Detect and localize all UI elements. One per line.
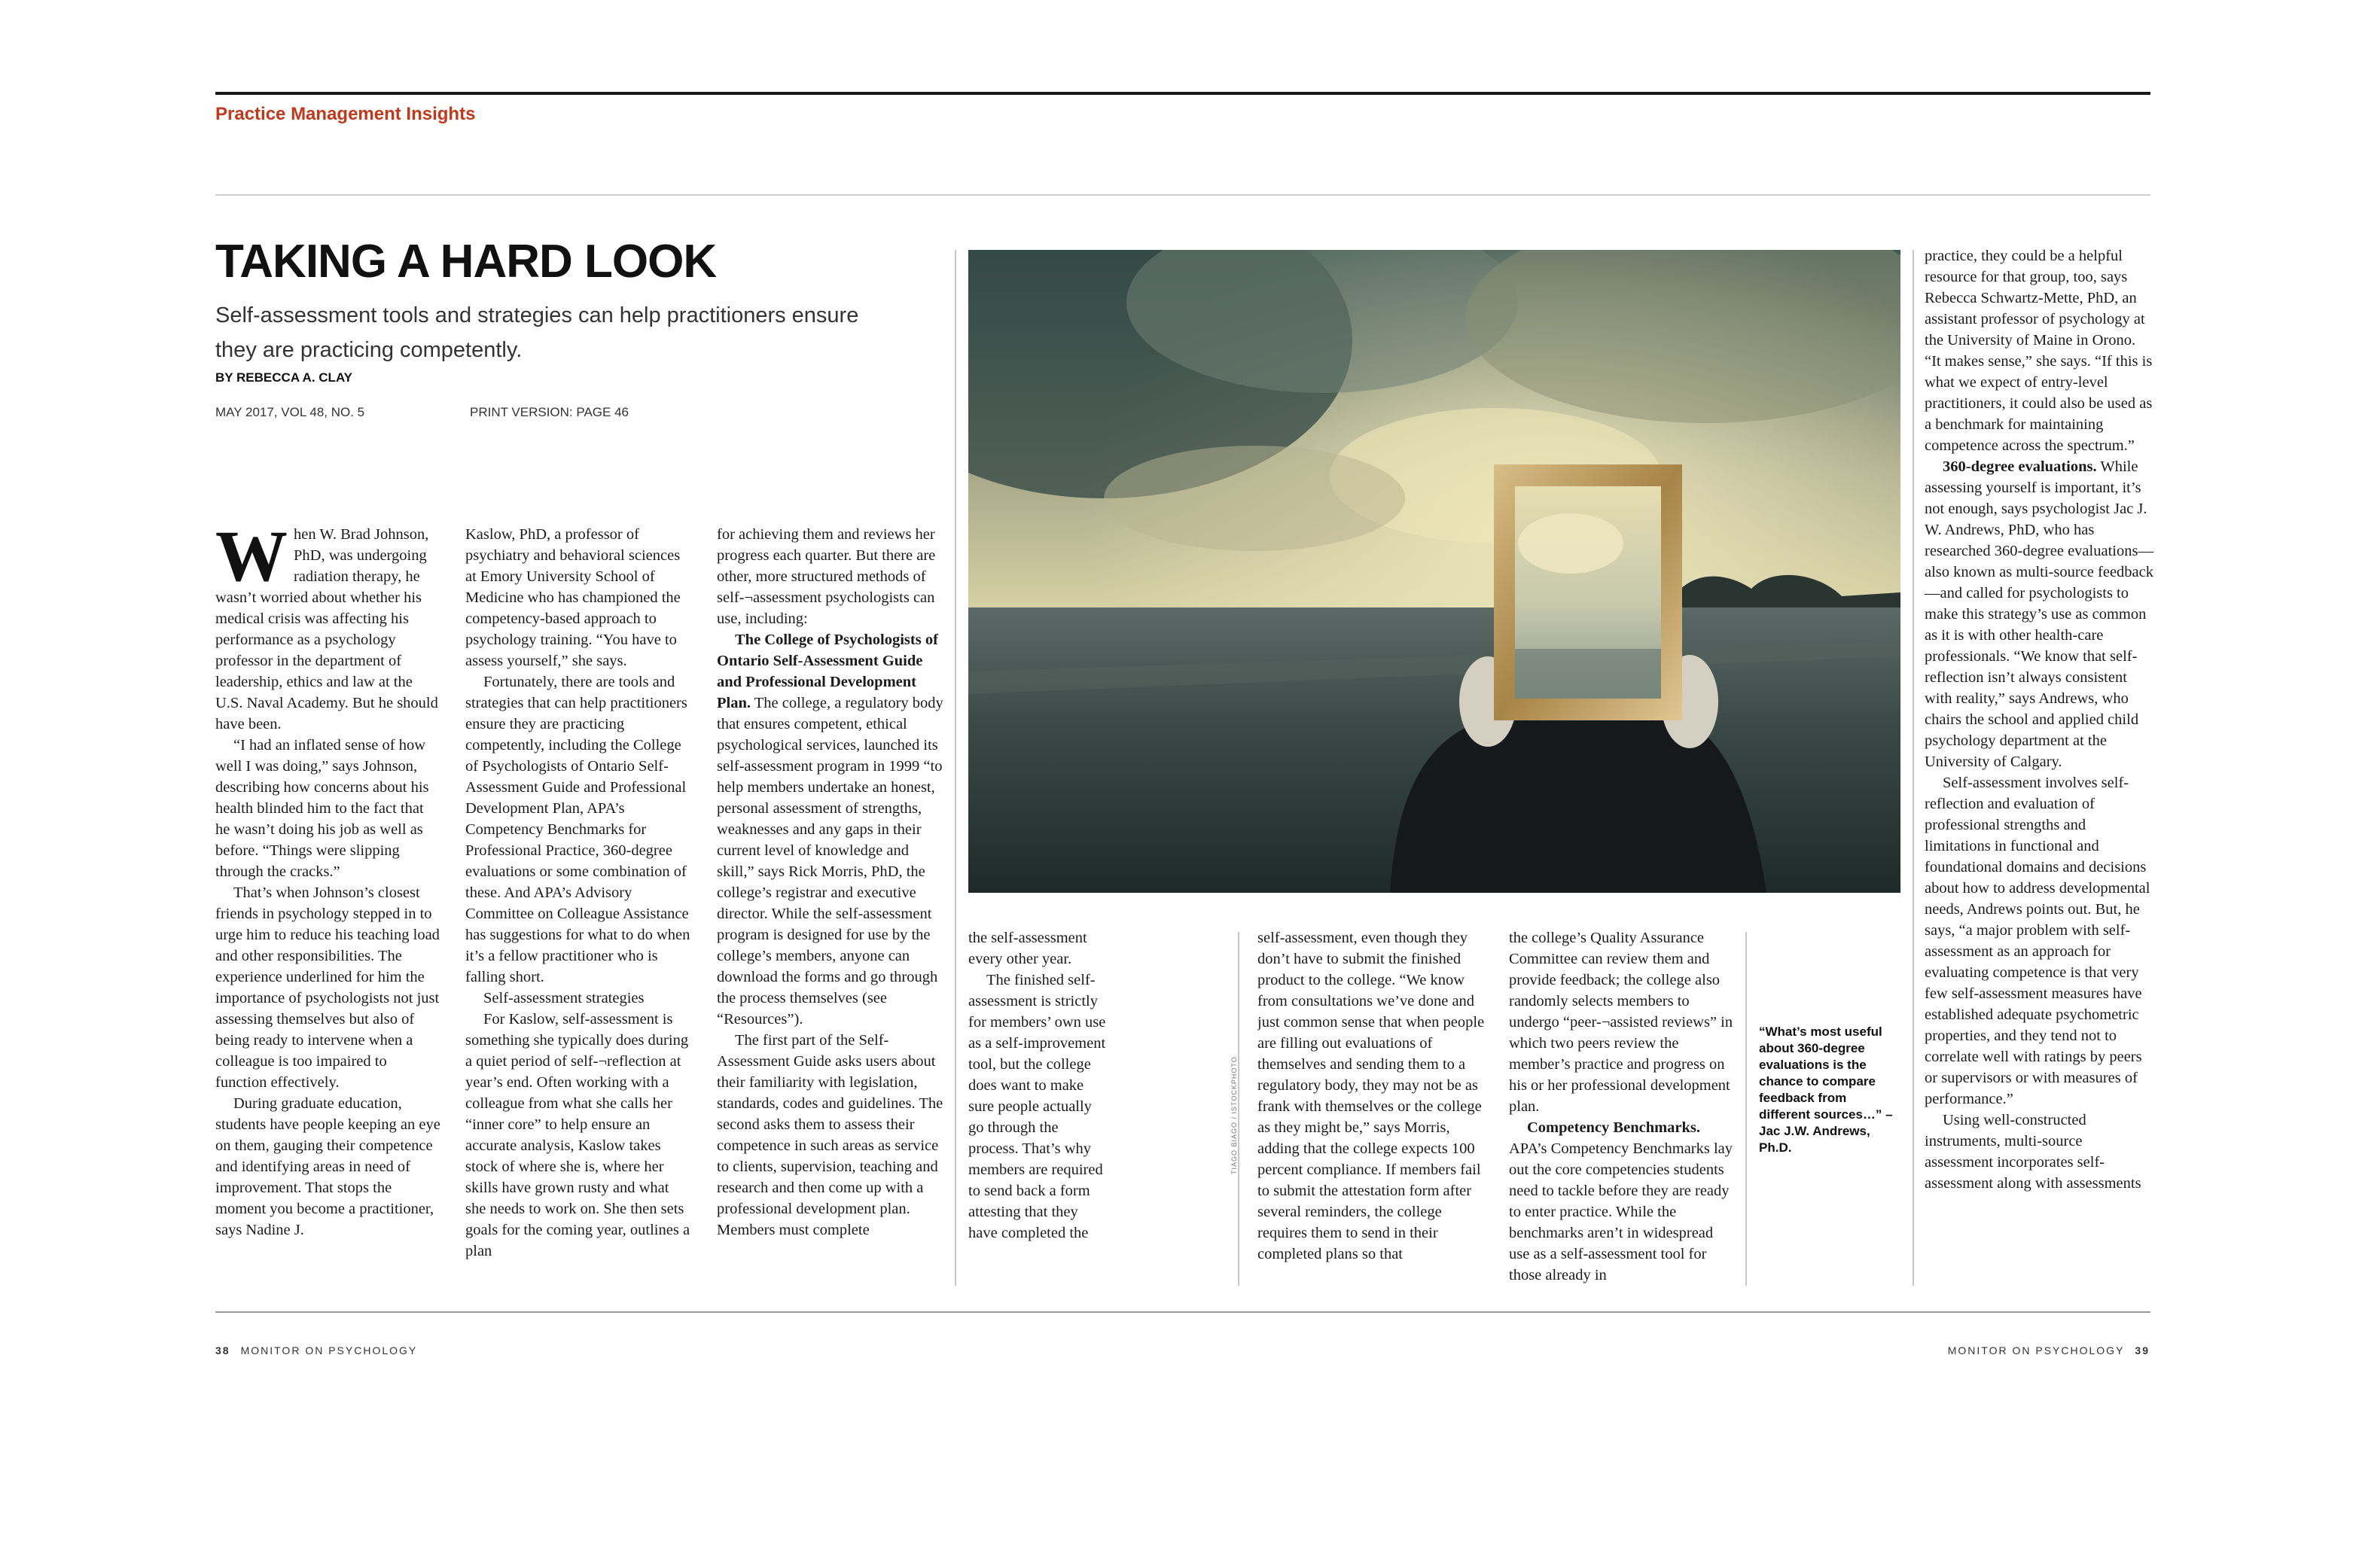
paragraph: The first part of the Self-Assessment Guide asks users about their familiarity with legislation, standards, codes and guidelines. The second asks them to assess their competence in such areas as service to clients, supervision, teaching and research and then come up with a professional development plan. Members must complete [717, 1032, 943, 1238]
paragraph: “I had an inflated sense of how well I was doing,” says Johnson, describing how concerns about his health blinded him to the fact that he wasn’t doing his job as well as before. “Things were slipping through the cracks.” [215, 737, 429, 880]
paragraph: For Kaslow, self-assessment is something she typically does during a quiet period of self-¬reflection at year’s end. Often working with a colleague from what she calls her “inner core” to help ensure an accurate analysis, Kaslow takes stock of where she is, where her skills have grown rusty and what she needs to work on. She then sets goals for the coming year, outlines a plan [465, 1011, 690, 1259]
body-column-7 [1925, 245, 2153, 1292]
section-label: Practice Management Insights [215, 104, 476, 124]
body-column-6 [1509, 927, 1736, 1289]
issue-info: MAY 2017, VOL 48, NO. 5 [215, 405, 365, 419]
paragraph: Using well-constructed instruments, multi-source assessment incorporates self-assessment along with assessments [1925, 1112, 2141, 1192]
column-rule [1913, 250, 1914, 1286]
column-rule [955, 250, 956, 1286]
body-column-4 [968, 927, 1107, 1289]
paragraph: the college’s Quality Assurance Committee can review them and provide feedback; the college also randomly selects members to undergo “peer-¬assisted reviews” in which two peers review the member’s practice and progress on his or her professional development plan. [1509, 930, 1733, 1115]
paragraph-text: The college, a regulatory body that ensures competent, ethical psychological services, launched its self-assessment program in 1999 “to help members undertake an honest, personal assessment of strengths, weaknesses and any gaps in their current level of knowledge and skill,” says Rick Morris, PhD, the college’s registrar and executive director. While the self-assessment program is designed for use by the college’s members, anyone can download the forms and go through the process themselves (see “Resources”). [717, 695, 943, 1028]
paragraph: for achieving them and reviews her progress each quarter. But there are other, more structured methods of self-¬assessment psychologists can use, including: [717, 526, 936, 627]
paragraph [1509, 1117, 1736, 1286]
article-deck: Self-assessment tools and strategies can help practitioners ensure they are practicing competently. [215, 303, 859, 362]
paragraph: That’s when Johnson’s closest friends in psychology stepped in to urge him to reduce his teaching load and other responsibilities. The experience underlined for him the importance of psychologists not just assessing themselves but also of being ready to intervene when a colleague is too impaired to function effectively. [215, 884, 440, 1091]
top-rule [215, 92, 2150, 95]
paragraph: practice, they could be a helpful resource for that group, too, says Rebecca Schwartz-Mette, PhD, an assistant professor of psychology at the University of Maine in Orono. “It makes sense,” she says. “If this is what we expect of entry-level practitioners, it could also be used as a benchmark for maintaining competence across the spectrum.” [1925, 248, 2153, 454]
paragraph-text: APA’s Competency Benchmarks lay out the core competencies students need to tackle before they are ready to enter practice. While the benchmarks aren’t in widespread use as a self-assessment tool for those already in [1509, 1140, 1733, 1283]
paragraph: Kaslow, PhD, a professor of psychiatry and behavioral sciences at Emory University School of Medicine who has championed the competency-based approach to psychology training. “You have to assess yourself,” she says. [465, 526, 681, 669]
print-version: PRINT VERSION: PAGE 46 [470, 405, 629, 419]
run-in-head: 360-degree evaluations. [1943, 458, 2097, 475]
person-holding-picture-frame-in-field-photo [968, 250, 1900, 893]
column-rule [1745, 932, 1747, 1286]
left-publication-title: MONITOR ON PSYCHOLOGY [240, 1344, 418, 1356]
left-folio [215, 1344, 417, 1356]
pull-quote: “What’s most useful about 360-degree evaluations is the chance to compare feedback from different sources…” – Jac J.W. Andrews, Ph.D. [1759, 1025, 1893, 1155]
right-folio [1948, 1344, 2150, 1356]
photo-illustration [968, 250, 1900, 893]
paragraph: hen W. Brad Johnson, PhD, was undergoing radiation therapy, he wasn’t worried about whether his medical crisis was affecting his performance as a psychology professor in the department of leadership, ethics and law at the U.S. Naval Academy. But he should have been. [215, 526, 438, 732]
header-divider [215, 194, 2150, 196]
photo-credit: TIAGO BIAGO / ISTOCKPHOTO [1230, 1056, 1238, 1174]
paragraph [717, 629, 944, 1030]
paragraph: Fortunately, there are tools and strategies that can help practitioners ensure they are practicing competently, including the College of Psychologists of Ontario Self-Assessment Guide and Professional Development Plan, APA’s Competency Benchmarks for Professional Practice, 360-degree evaluations or some combination of these. And APA’s Advisory Committee on Colleague Assistance has suggestions for what to do when it’s a fellow practitioner who is falling short. [465, 674, 690, 985]
byline: BY REBECCA A. CLAY [215, 370, 352, 385]
right-page-number: 39 [2135, 1344, 2150, 1356]
paragraph: self-assessment, even though they don’t have to submit the finished product to the college. “We know from consultations we’ve done and just common sense that when people are filling out evaluations of themselves and sending them to a regulatory body, they may not be as frank with themselves or the college as they might be,” says Morris, adding that the college expects 100 percent compliance. If members fail to submit the attestation form after several reminders, the college requires them to send in their completed plans so that [1257, 930, 1485, 1262]
paragraph-text: While assessing yourself is important, it’s not enough, says psychologist Jac J. W. Andrews, PhD, who has researched 360-degree evaluations—also known as multi-source feedback—and called for psychologists to make this strategy’s use as common as it is with other health-care professionals. “We know that self-reflection isn’t always consistent with reality,” says Andrews, who chairs the school and applied child psychology department at the University of Calgary. [1925, 458, 2153, 770]
body-column-1 [215, 524, 441, 1292]
left-page-number: 38 [215, 1344, 230, 1356]
right-publication-title: MONITOR ON PSYCHOLOGY [1947, 1344, 2125, 1356]
paragraph: the self-assessment every other year. [968, 930, 1087, 967]
body-column-3 [717, 524, 944, 1292]
paragraph: Self-assessment involves self-reflection and evaluation of professional strengths and limitations in functional and foundational domains and decisions about how to address developmental needs, Andrews points out. But, he says, “a major problem with self-assessment as an approach for evaluating competence is that very few self-assessment measures have established adequate psychometric properties, and they tend not to correlate well with ratings by peers or supervisors or with measures of performance.” [1925, 775, 2150, 1107]
run-in-head: Competency Benchmarks. [1527, 1119, 1701, 1136]
drop-cap: W [215, 524, 288, 596]
column-rule [1238, 932, 1239, 1286]
run-in-head: The College of Psychologists of Ontario Self-Assessment Guide and Professional Development Plan. [717, 632, 938, 711]
paragraph: During graduate education, students have people keeping an eye on them, gauging their competence and identifying areas in need of improvement. That stops the moment you become a practitioner, says Nadine J. [215, 1095, 440, 1238]
paragraph: The finished self-assessment is strictly for members’ own use as a self-improvement tool, but the college does want to make sure people actually go through the process. That’s why members are required to send back a form attesting that they have completed the [968, 972, 1106, 1241]
body-column-2 [465, 524, 693, 1292]
paragraph [1925, 456, 2153, 772]
body-column-5 [1257, 927, 1488, 1289]
subhead: Self-assessment strategies [483, 990, 645, 1006]
footer-rule [215, 1311, 2150, 1313]
article-headline: TAKING A HARD LOOK [215, 236, 717, 288]
